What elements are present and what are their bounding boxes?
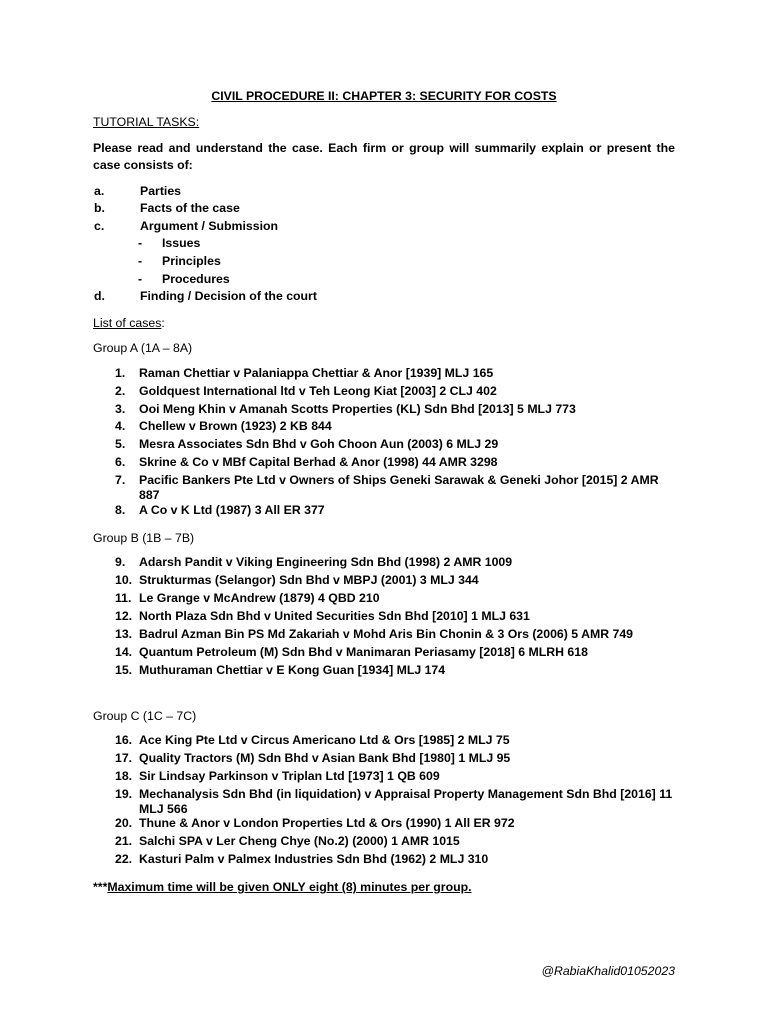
case-item: [93, 573, 675, 591]
case-number: 14.: [115, 644, 133, 659]
list-heading-colon: :: [161, 316, 165, 331]
task-text: Argument / Submission: [140, 218, 279, 233]
case-groups: [93, 341, 675, 870]
case-number: 10.: [115, 573, 133, 588]
case-number: 9.: [115, 555, 126, 570]
subtask-text: Principles: [162, 253, 221, 268]
task-marker: b.: [94, 201, 105, 216]
case-citation: Mesra Associates Sdn Bhd v Goh Choon Aun (2003) 6 MLJ 29: [139, 437, 499, 452]
case-item: [93, 437, 675, 455]
case-number: 15.: [115, 662, 133, 677]
case-number: 3.: [115, 401, 126, 416]
case-citation: Ooi Meng Khin v Amanah Scotts Properties (KL) Sdn Bhd [2013] 5 MLJ 773: [139, 401, 576, 416]
case-citation: Muthuraman Chettiar v E Kong Guan [1934] MLJ 174: [139, 662, 446, 677]
case-number: 13.: [115, 626, 133, 641]
case-item: [93, 555, 675, 573]
case-item: [93, 645, 675, 663]
case-citation: Chellew v Brown (1923) 2 KB 844: [139, 419, 332, 434]
task-marker: d.: [94, 289, 105, 304]
case-citation: Adarsh Pandit v Viking Engineering Sdn Bhd (1998) 2 AMR 1009: [139, 555, 513, 570]
subtask-marker: -: [138, 271, 143, 286]
case-item: [93, 366, 675, 384]
case-number: 22.: [115, 852, 133, 867]
case-item: [93, 852, 675, 870]
case-item: [93, 751, 675, 769]
case-item: [93, 816, 675, 834]
list-heading-text: List of cases: [93, 316, 162, 331]
document-page: [93, 89, 675, 895]
time-limit-note: [93, 880, 675, 895]
task-list: [93, 182, 675, 305]
case-item: [93, 609, 675, 627]
case-number: 12.: [115, 608, 133, 623]
subtask-group: [93, 235, 675, 288]
subtask-text: Issues: [162, 236, 201, 251]
case-number: 20.: [115, 816, 133, 831]
case-item: [93, 402, 675, 420]
case-citation: Sir Lindsay Parkinson v Triplan Ltd [1973] 1 QB 609: [139, 769, 440, 784]
case-number: 21.: [115, 834, 133, 849]
case-citation: Pacific Bankers Pte Ltd v Owners of Ships Geneki Sarawak & Geneki Johor [2015] 2 AMR 887: [139, 473, 659, 502]
case-number: 19.: [115, 786, 133, 801]
case-number: 11.: [115, 591, 132, 606]
case-number: 1.: [115, 365, 126, 380]
case-citation: Strukturmas (Selangor) Sdn Bhd v MBPJ (2001) 3 MLJ 344: [139, 573, 479, 588]
subtask-item: [93, 270, 675, 288]
task-marker: a.: [94, 183, 105, 198]
case-item: [93, 663, 675, 681]
case-citation: Kasturi Palm v Palmex Industries Sdn Bhd (1962) 2 MLJ 310: [139, 852, 489, 867]
case-citation: Thune & Anor v London Properties Ltd & Ors (1990) 1 All ER 972: [139, 816, 515, 831]
group-label: Group B (1B – 7B): [93, 530, 195, 545]
case-number: 6.: [115, 455, 126, 470]
subtask-item: [93, 253, 675, 271]
case-citation: Quality Tractors (M) Sdn Bhd v Asian Bank Bhd [1980] 1 MLJ 95: [139, 751, 511, 766]
case-number: 7.: [115, 473, 126, 488]
case-number: 16.: [115, 733, 133, 748]
note-prefix: ***: [93, 880, 108, 895]
subtask-text: Procedures: [162, 271, 230, 286]
case-item: [93, 627, 675, 645]
case-citation: Goldquest International ltd v Teh Leong Kiat [2003] 2 CLJ 402: [139, 383, 497, 398]
signature: @RabiaKhalid01052023: [541, 964, 675, 978]
case-item: [93, 455, 675, 473]
group-label: Group C (1C – 7C): [93, 708, 197, 723]
case-number: 17.: [115, 751, 133, 766]
case-citation: Le Grange v McAndrew (1879) 4 QBD 210: [139, 591, 380, 606]
case-number: 5.: [115, 437, 126, 452]
case-citation: Salchi SPA v Ler Cheng Chye (No.2) (2000) 1 AMR 1015: [139, 834, 460, 849]
case-citation: North Plaza Sdn Bhd v United Securities Sdn Bhd [2010] 1 MLJ 631: [139, 608, 530, 623]
case-item: [93, 473, 675, 503]
note-text: Maximum time will be given ONLY eight (8) minutes per group.: [107, 880, 472, 895]
case-citation: Badrul Azman Bin PS Md Zakariah v Mohd Aris Bin Chonin & 3 Ors (2006) 5 AMR 749: [139, 626, 634, 641]
case-citation: A Co v K Ltd (1987) 3 All ER 377: [139, 502, 325, 517]
subtask-marker: -: [138, 236, 143, 251]
case-item: [93, 834, 675, 852]
case-item: [93, 503, 675, 521]
spacer: [93, 691, 675, 709]
intro-paragraph: Please read and understand the case. Each firm or group will summarily explain or present the case consists of:: [93, 140, 675, 173]
tutorial-tasks-heading: TUTORIAL TASKS:: [93, 114, 200, 129]
case-item: [93, 384, 675, 402]
list-of-cases-heading: [93, 316, 675, 331]
subtask-item: [93, 235, 675, 253]
task-item: [93, 182, 675, 200]
case-list: [93, 733, 675, 870]
case-item: [93, 769, 675, 787]
case-list: [93, 366, 675, 521]
case-number: 2.: [115, 383, 126, 398]
task-text: Facts of the case: [140, 201, 240, 216]
case-citation: Quantum Petroleum (M) Sdn Bhd v Manimaran Periasamy [2018] 6 MLRH 618: [139, 644, 588, 659]
case-citation: Mechanalysis Sdn Bhd (in liquidation) v Appraisal Property Management Sdn Bhd [2016] 11 MLJ 566: [139, 786, 673, 816]
task-marker: c.: [94, 218, 105, 233]
case-item: [93, 591, 675, 609]
case-number: 4.: [115, 419, 126, 434]
task-text: Parties: [140, 183, 182, 198]
case-item: [93, 787, 675, 817]
subtask-marker: -: [138, 253, 143, 268]
case-number: 8.: [115, 502, 126, 517]
case-item: [93, 733, 675, 751]
case-list: [93, 555, 675, 680]
case-citation: Raman Chettiar v Palaniappa Chettiar & Anor [1939] MLJ 165: [139, 365, 494, 380]
case-citation: Skrine & Co v MBf Capital Berhad & Anor (1998) 44 AMR 3298: [139, 455, 498, 470]
group-label: Group A (1A – 8A): [93, 341, 193, 356]
case-item: [93, 419, 675, 437]
task-item: [93, 200, 675, 218]
task-text: Finding / Decision of the court: [140, 289, 317, 304]
case-number: 18.: [115, 769, 133, 784]
task-item: [93, 217, 675, 235]
task-item: [93, 288, 675, 306]
case-citation: Ace King Pte Ltd v Circus Americano Ltd & Ors [1985] 2 MLJ 75: [139, 733, 510, 748]
document-title: CIVIL PROCEDURE II: CHAPTER 3: SECURITY FOR COSTS: [211, 89, 557, 103]
